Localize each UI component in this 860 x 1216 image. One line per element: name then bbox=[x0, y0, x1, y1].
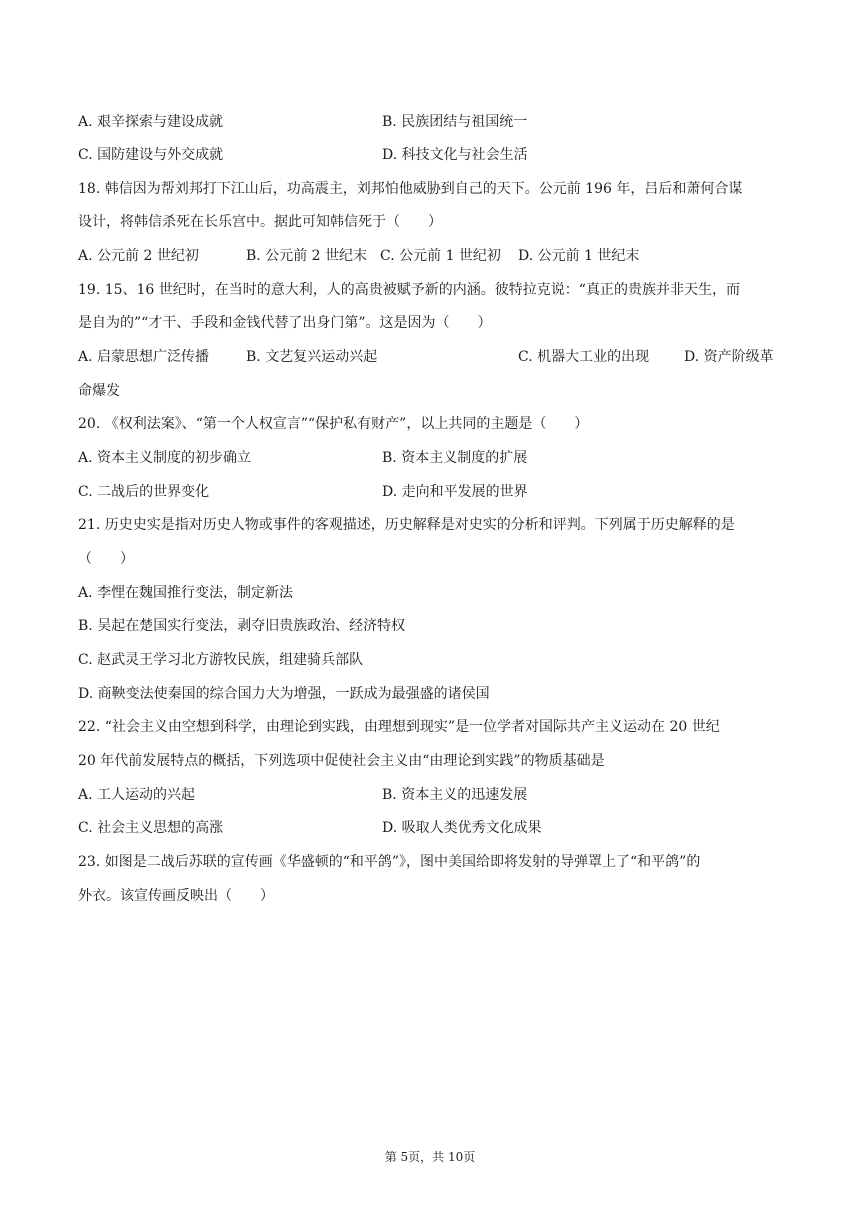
q19-option-b: B. 文艺复兴运动兴起 bbox=[246, 349, 378, 365]
q21-stem-line1: 21. 历史史实是指对历史人物或事件的客观描述，历史解释是对史实的分析和评判。下列属于历史解释的是 bbox=[78, 517, 735, 533]
q18-option-d: D. 公元前 1 世纪末 bbox=[518, 248, 640, 264]
q19-stem-line1: 19. 15、16 世纪时，在当时的意大利，人的高贵被赋予新的内涵。彼特拉克说：“真正的贵族并非天生，而 bbox=[78, 282, 740, 298]
q20-stem: 20. 《权利法案》、“第一个人权宣言”“保护私有财产”，以上共同的主题是（ ） bbox=[78, 416, 589, 432]
q21-option-c: C. 赵武灵王学习北方游牧民族，组建骑兵部队 bbox=[78, 652, 364, 668]
q19-stem-line2: 是自为的”“才干、手段和金钱代替了出身门第”。这是因为（ ） bbox=[78, 315, 492, 331]
q18-stem-line2: 设计，将韩信杀死在长乐宫中。据此可知韩信死于（ ） bbox=[78, 214, 442, 230]
q22-option-d: D. 吸取人类优秀文化成果 bbox=[382, 820, 542, 836]
q17-option-a: A. 艰辛探索与建设成就 bbox=[78, 114, 224, 130]
q22-stem-line1: 22. “社会主义由空想到科学，由理论到实践，由理想到现实”是一位学者对国际共产主义运动在 20 世纪 bbox=[78, 719, 720, 735]
q22-option-c: C. 社会主义思想的高涨 bbox=[78, 820, 224, 836]
q19-option-d-continued: 命爆发 bbox=[78, 383, 120, 399]
q22-stem-line2: 20 年代前发展特点的概括，下列选项中促使社会主义由“由理论到实践”的物质基础是 bbox=[78, 753, 605, 769]
q17-option-b: B. 民族团结与祖国统一 bbox=[382, 114, 528, 130]
q21-stem-line2: （ ） bbox=[78, 551, 134, 567]
q20-option-c: C. 二战后的世界变化 bbox=[78, 484, 210, 500]
q19-option-c: C. 机器大工业的出现 bbox=[518, 349, 650, 365]
q18-stem-line1: 18. 韩信因为帮刘邦打下江山后，功高震主，刘邦怕他威胁到自己的天下。公元前 196 年，吕后和萧何合谋 bbox=[78, 181, 743, 197]
q23-stem-line2: 外衣。该宣传画反映出（ ） bbox=[78, 888, 274, 904]
q18-option-c: C. 公元前 1 世纪初 bbox=[380, 248, 501, 264]
q22-option-a: A. 工人运动的兴起 bbox=[78, 787, 196, 803]
q22-option-b: B. 资本主义的迅速发展 bbox=[382, 787, 528, 803]
q18-option-b: B. 公元前 2 世纪末 bbox=[246, 248, 367, 264]
q19-option-d: D. 资产阶级革 bbox=[684, 349, 774, 365]
q21-option-d: D. 商鞅变法使秦国的综合国力大为增强，一跃成为最强盛的诸侯国 bbox=[78, 686, 490, 702]
q23-stem-line1: 23. 如图是二战后苏联的宣传画《华盛顿的“和平鸽”》，图中美国给即将发射的导弹罩上了“和平鸽”的 bbox=[78, 854, 701, 870]
q17-option-d: D. 科技文化与社会生活 bbox=[382, 147, 528, 163]
q20-option-b: B. 资本主义制度的扩展 bbox=[382, 450, 528, 466]
page-footer: 第 5页，共 10页 bbox=[384, 1150, 476, 1164]
q18-option-a: A. 公元前 2 世纪初 bbox=[78, 248, 199, 264]
q20-option-a: A. 资本主义制度的初步确立 bbox=[78, 450, 252, 466]
q17-option-c: C. 国防建设与外交成就 bbox=[78, 147, 224, 163]
q21-option-a: A. 李悝在魏国推行变法，制定新法 bbox=[78, 585, 294, 601]
q19-option-a: A. 启蒙思想广泛传播 bbox=[78, 349, 210, 365]
q20-option-d: D. 走向和平发展的世界 bbox=[382, 484, 528, 500]
q21-option-b: B. 吴起在楚国实行变法，剥夺旧贵族政治、经济特权 bbox=[78, 618, 406, 634]
